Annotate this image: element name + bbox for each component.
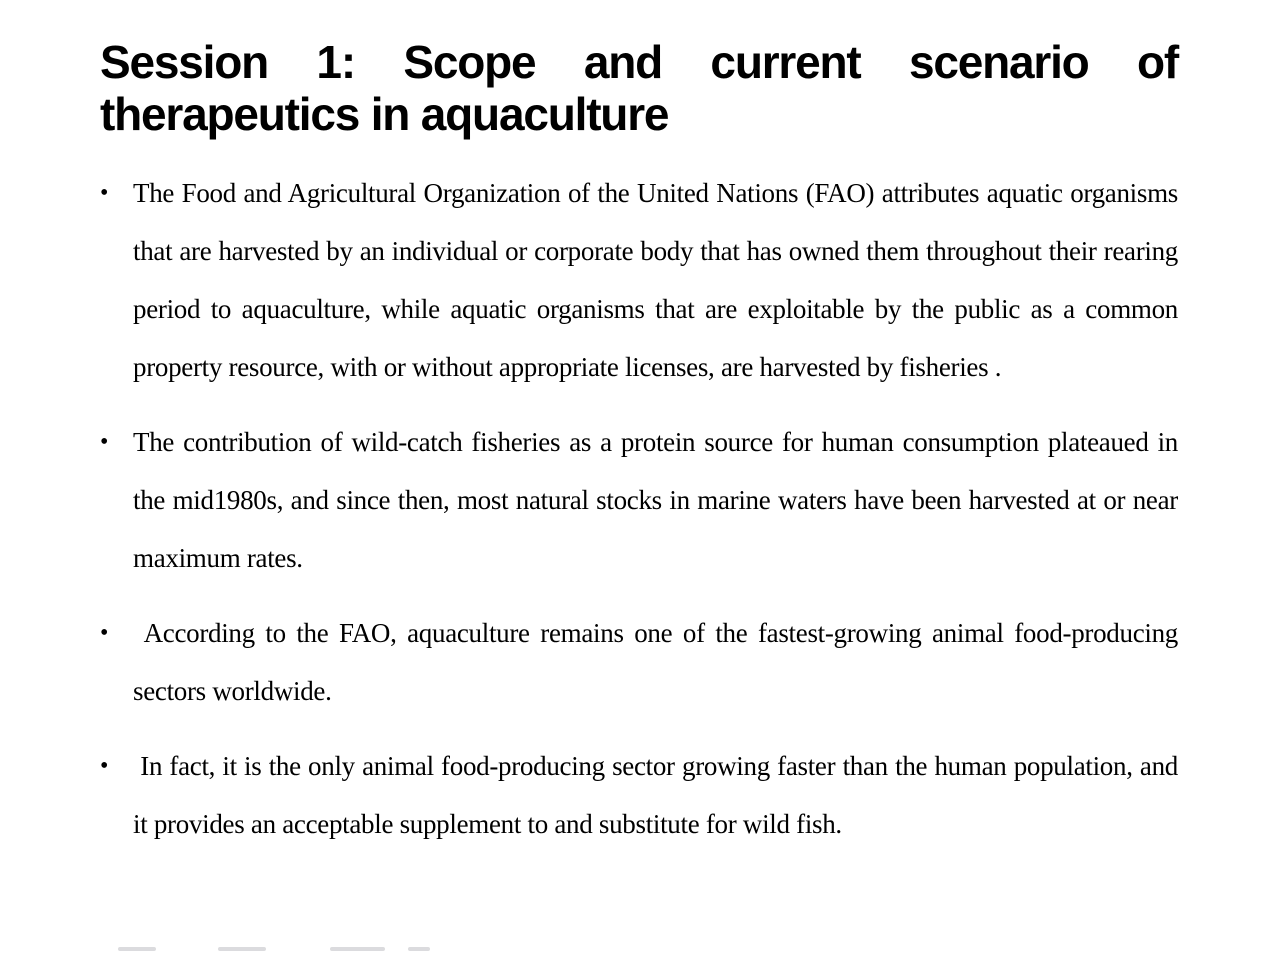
bullet-marker: • — [100, 180, 109, 206]
bullet-item — [100, 604, 1185, 720]
slide-title: Session 1: Scope and current scenario of therapeutics in aquaculture — [100, 36, 1178, 140]
bullet-marker: • — [100, 753, 109, 779]
bullet-marker: • — [100, 429, 109, 455]
bullet-text: The contribution of wild-catch fisheries as a protein source for human consumption plateaued in the mid1980s, and since then, most natural stocks in marine waters have been harvested at or near maximum rates. — [133, 427, 1185, 573]
bullet-marker: • — [100, 620, 109, 646]
bullet-text: The Food and Agricultural Organization of the United Nations (FAO) attributes aquatic organisms that are harvested by an individual or corporate body that has owned them throughout their rearing period to aquaculture, while aquatic organisms that are exploitable by the public as a common property resource, with or without appropriate licenses, are harvested by fisheries . — [133, 178, 1185, 382]
bullet-item — [100, 737, 1185, 853]
bullet-text: According to the FAO, aquaculture remains one of the fastest-growing animal food-producing sectors worldwide. — [133, 618, 1185, 706]
bullet-list — [100, 164, 1185, 853]
cutoff-next-line-remnant — [0, 947, 1280, 952]
bullet-item — [100, 413, 1185, 587]
bullet-text: In fact, it is the only animal food-producing sector growing faster than the human population, and it provides an acceptable supplement to and substitute for wild fish. — [133, 751, 1185, 839]
bullet-item — [100, 164, 1185, 396]
